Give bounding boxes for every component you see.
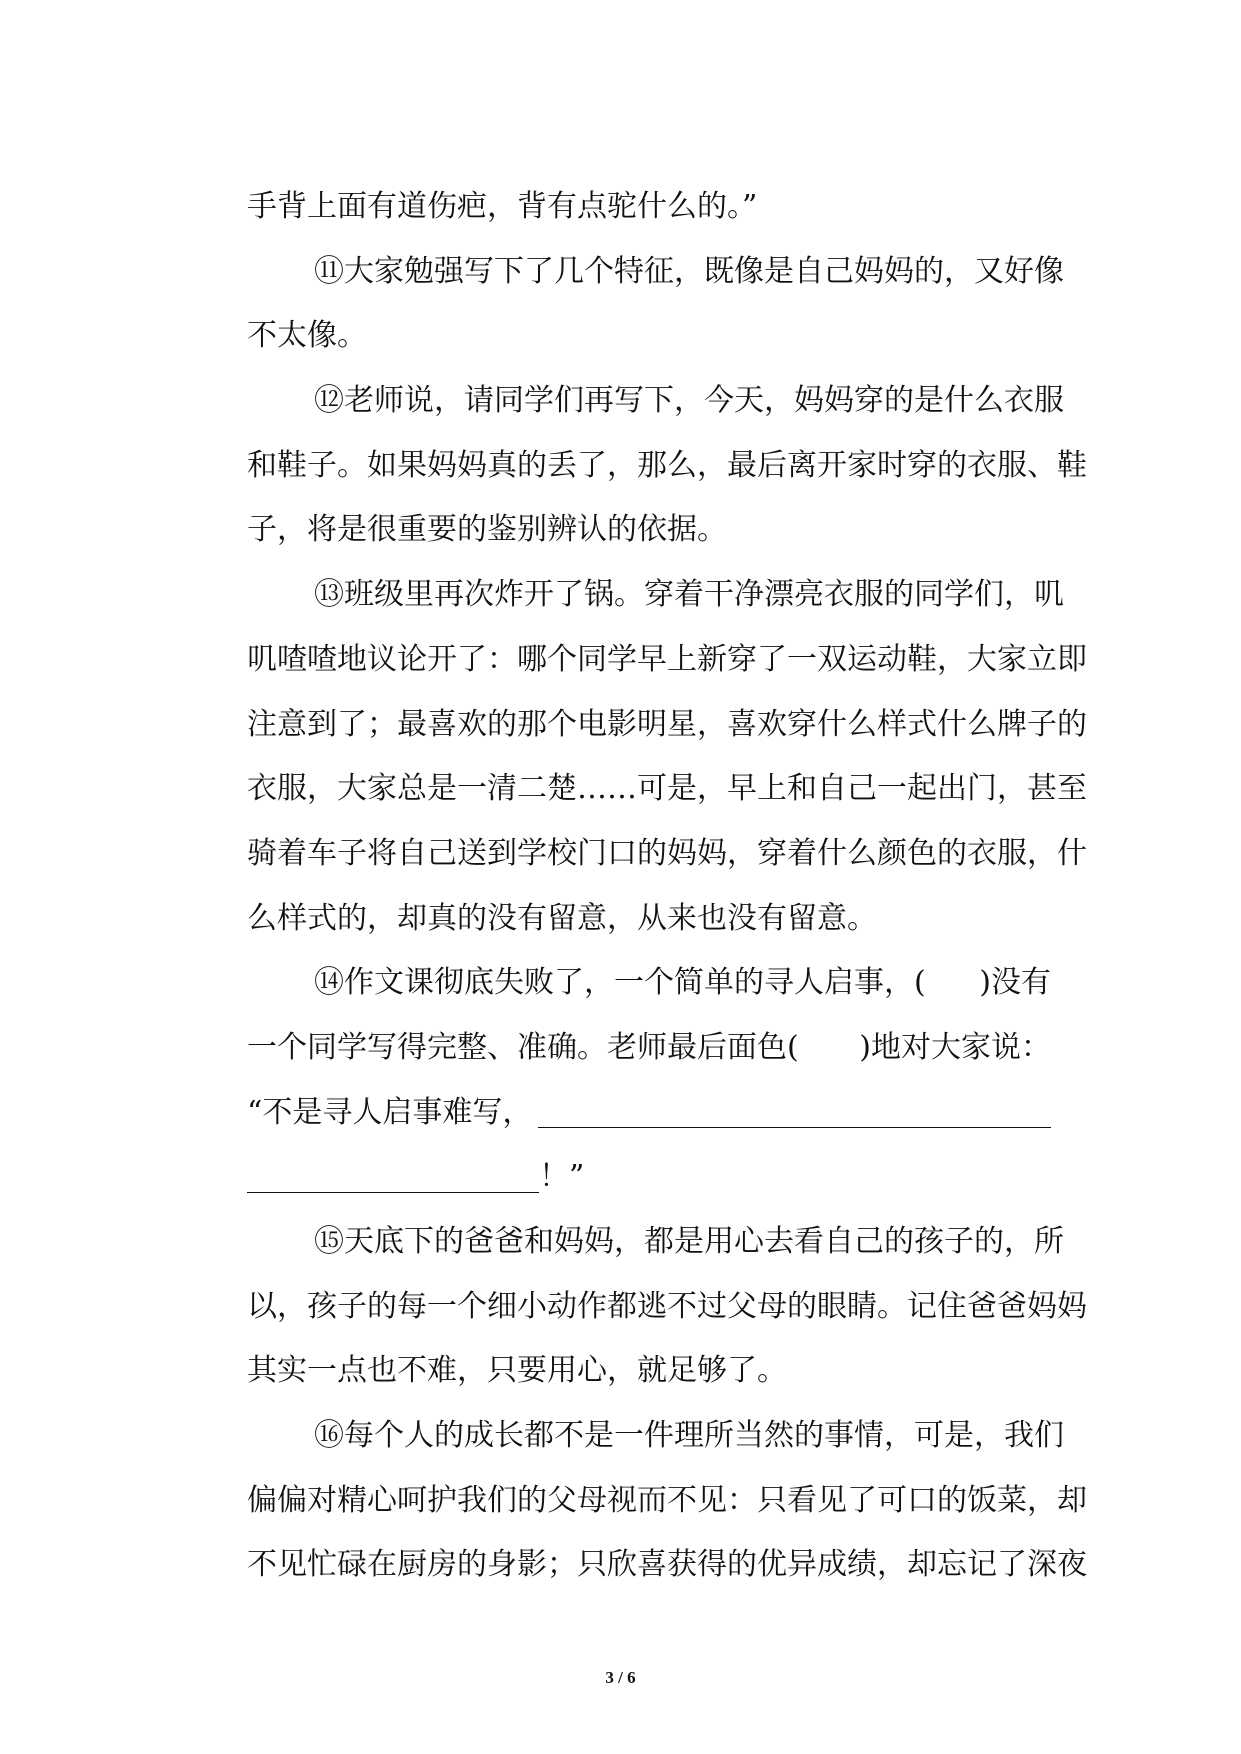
text-segment: “不是寻人启事难写，	[247, 1094, 533, 1130]
paragraph-14-line	[247, 1081, 1051, 1146]
answer-underline-1[interactable]	[538, 1097, 1051, 1128]
answer-underline-2[interactable]	[247, 1162, 539, 1193]
paragraph-13-line: 衣服，大家总是一清二楚……可是，早上和自己一起出门，甚至	[247, 771, 1087, 807]
paragraph-15-line: ⑮天底下的爸爸和妈妈，都是用心去看自己的孩子的，所	[314, 1224, 1064, 1259]
text-segment: )地对大家说：	[859, 1029, 1051, 1065]
document-body	[247, 175, 1087, 1598]
paragraph-12-line: 和鞋子。如果妈妈真的丢了，那么，最后离开家时穿的衣服、鞋	[247, 447, 1087, 483]
paragraph-14-line	[247, 951, 1051, 1016]
paragraph-13-line: 叽喳喳地议论开了：哪个同学早上新穿了一双运动鞋，大家立即	[247, 641, 1087, 677]
text-segment: ⑭作文课彻底失败了，一个简单的寻人启事，(	[314, 965, 926, 1001]
text-line: 手背上面有道伤疤，背有点驼什么的。”	[247, 189, 758, 224]
paragraph-15-line: 以，孩子的每一个细小动作都逃不过父母的眼睛。记住爸爸妈妈	[247, 1288, 1087, 1324]
paragraph-15-line: 其实一点也不难，只要用心，就足够了。	[247, 1353, 787, 1389]
paragraph-16-line: 偏偏对精心呵护我们的父母视而不见：只看见了可口的饭菜，却	[247, 1482, 1087, 1518]
text-segment: )没有	[979, 965, 1051, 1001]
paragraph-11-line: 不太像。	[247, 318, 367, 354]
paragraph-12-line: ⑫老师说，请同学们再写下，今天，妈妈穿的是什么衣服	[314, 383, 1064, 419]
paragraph-13-line: 么样式的，却真的没有留意，从来也没有留意。	[247, 900, 877, 936]
paragraph-14-line	[247, 1016, 1051, 1081]
paragraph-13-line: 骑着车子将自己送到学校门口的妈妈，穿着什么颜色的衣服，什	[247, 835, 1087, 871]
paragraph-13-line: ⑬班级里再次炸开了锅。穿着干净漂亮衣服的同学们，叽	[314, 577, 1064, 613]
page-number: 3 / 6	[605, 1668, 636, 1687]
paragraph-16-line: 不见忙碌在厨房的身影；只欣喜获得的优异成绩，却忘记了深夜	[247, 1547, 1087, 1583]
paragraph-14-line	[247, 1145, 1051, 1210]
text-segment: ！”	[539, 1159, 585, 1195]
paragraph-11-line: ⑪大家勉强写下了几个特征，既像是自己妈妈的，又好像	[314, 253, 1064, 289]
paragraph-12-line: 子，将是很重要的鉴别辨认的依据。	[247, 512, 727, 548]
paragraph-13-line: 注意到了；最喜欢的那个电影明星，喜欢穿什么样式什么牌子的	[247, 706, 1087, 742]
text-segment: 一个同学写得完整、准确。老师最后面色(	[247, 1029, 799, 1065]
paragraph-16-line: ⑯每个人的成长都不是一件理所当然的事情，可是，我们	[314, 1418, 1064, 1454]
